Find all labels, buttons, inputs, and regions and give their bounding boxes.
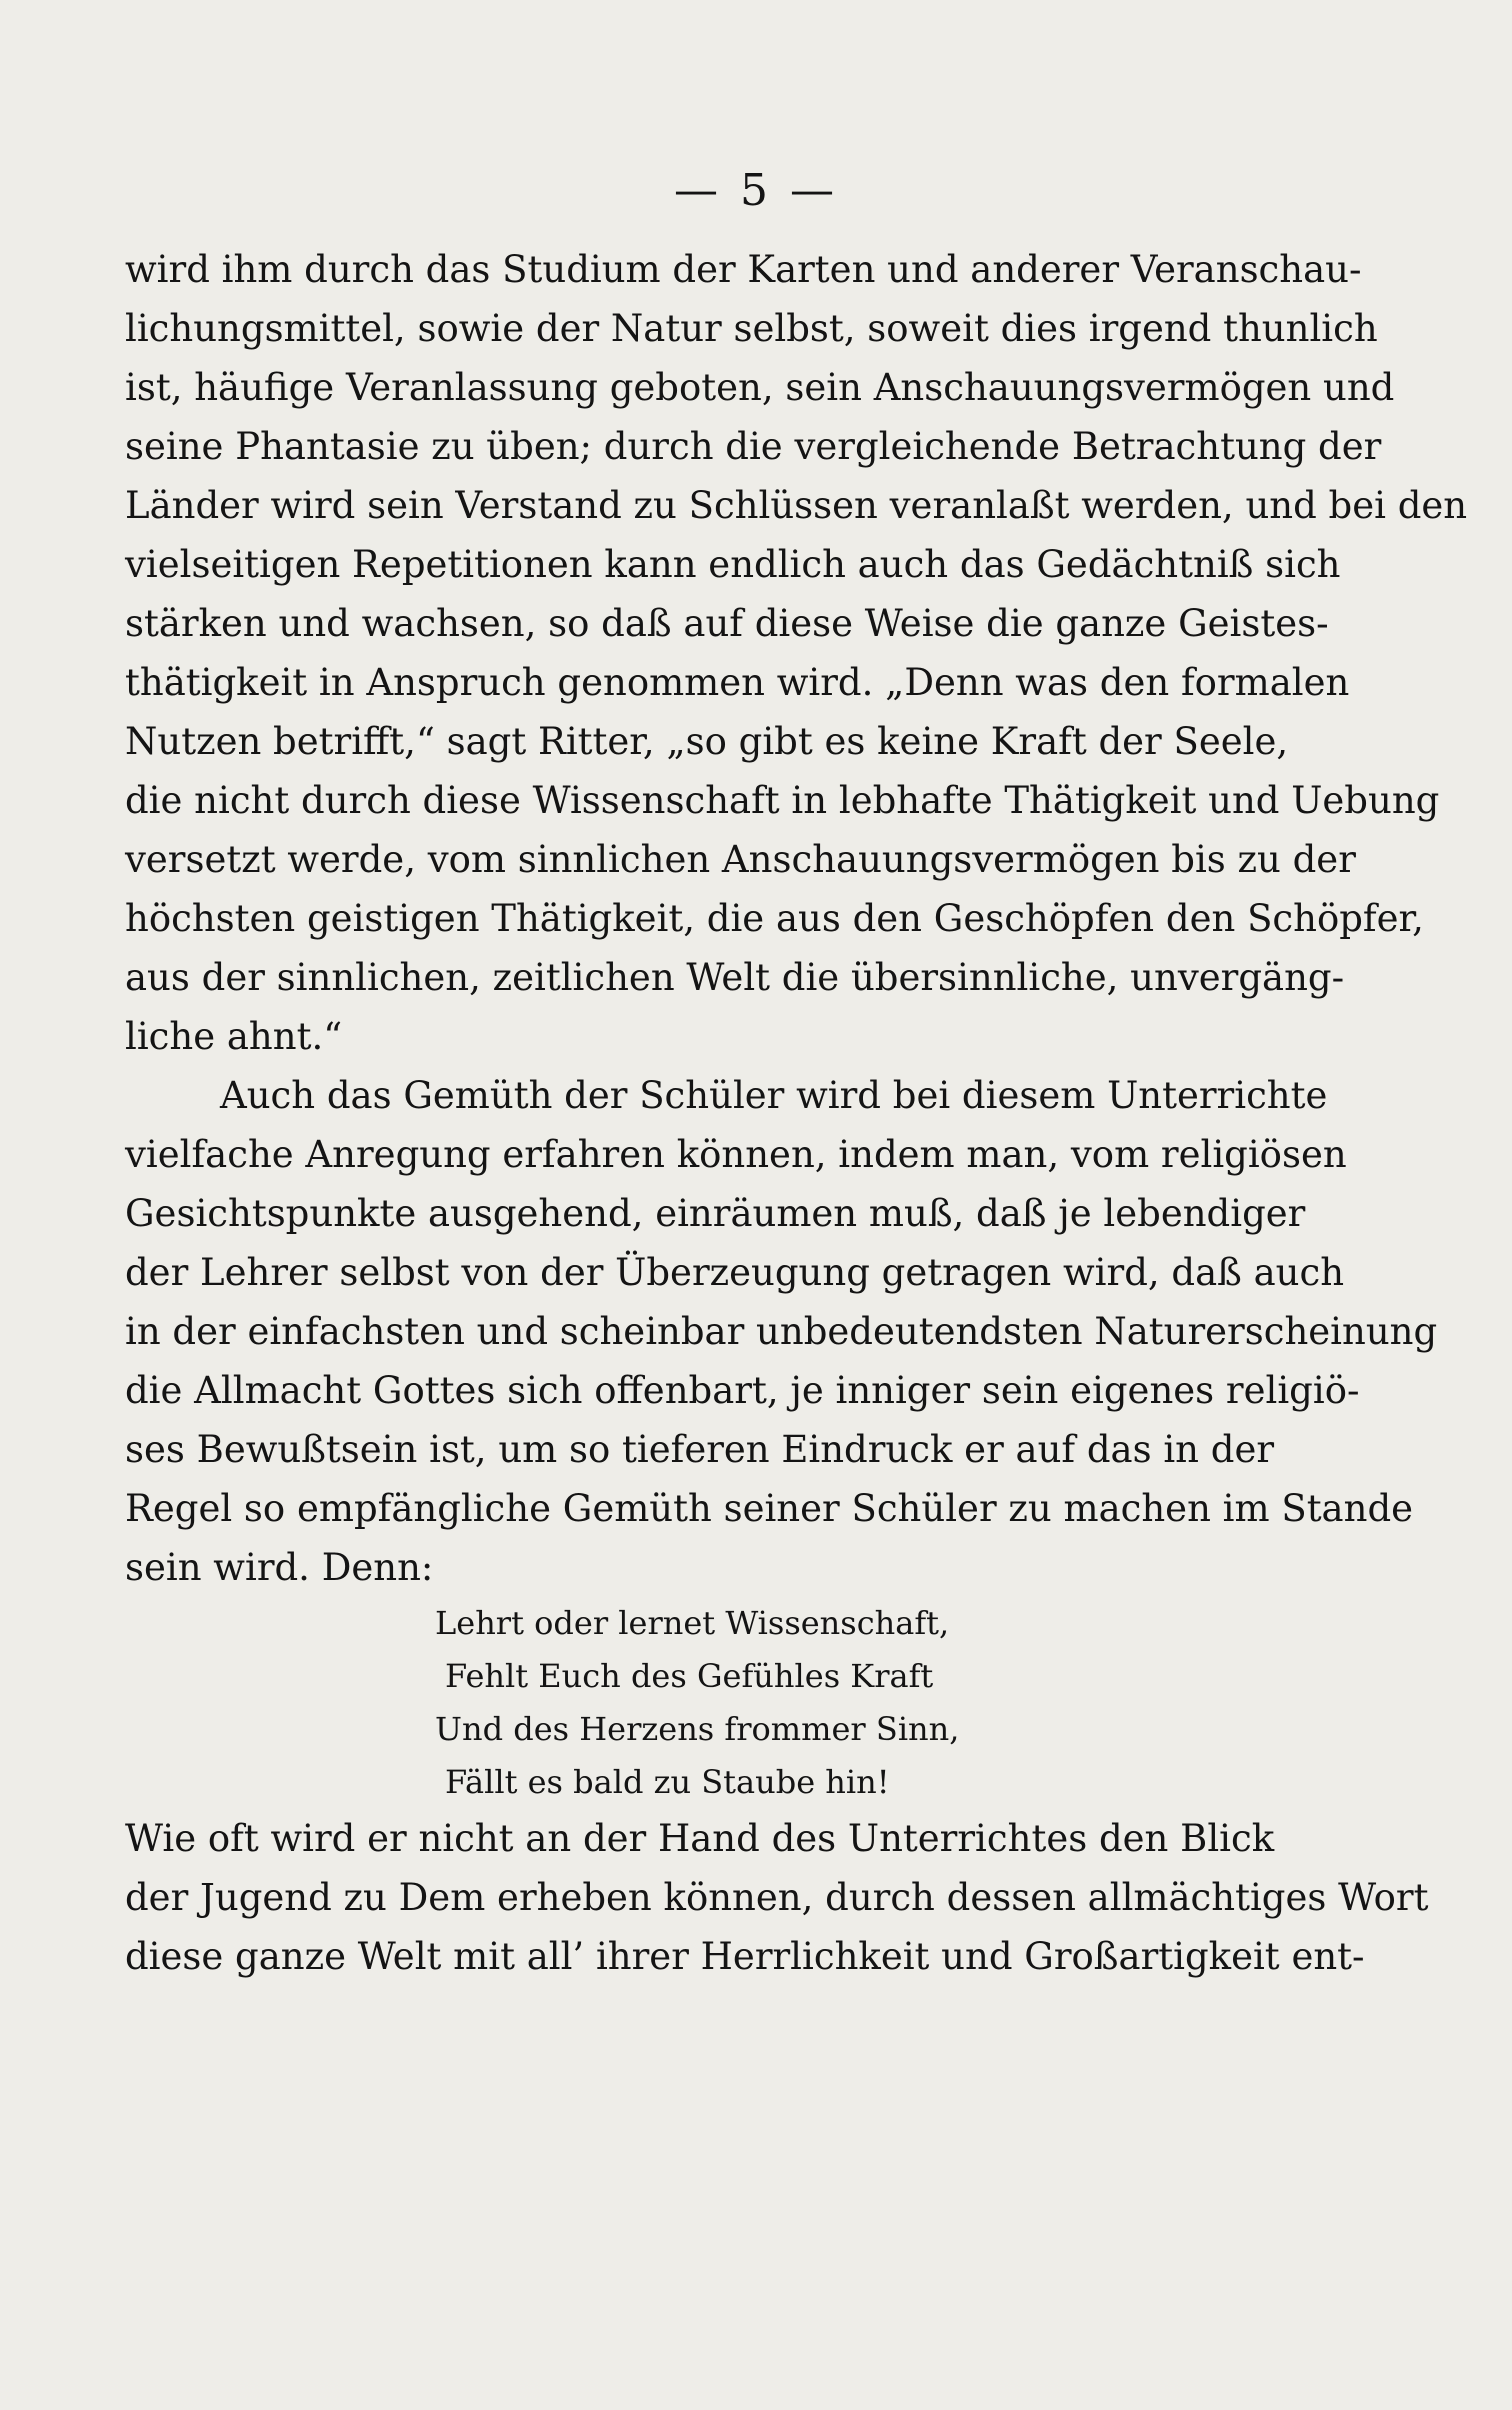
poem-quote [125,1597,1225,1809]
text-line: Regel so empfängliche Gemüth seiner Schüler zu machen im Stande [125,1487,1414,1530]
text-line: aus der sinnlichen, zeitlichen Welt die übersinnliche, unvergäng- [125,956,1345,999]
text-line: Auch das Gemüth der Schüler wird bei diesem Unterrichte [220,1074,1328,1117]
text-line: der Lehrer selbst von der Überzeugung getragen wird, daß auch [125,1251,1345,1294]
poem-line: Lehrt oder lernet Wissenschaft, [435,1604,950,1642]
text-line: die Allmacht Gottes sich offenbart, je inniger sein eigenes religiö- [125,1369,1360,1412]
text-line: Wie oft wird er nicht an der Hand des Unterrichtes den Blick [125,1817,1275,1860]
text-line: in der einfachsten und scheinbar unbedeutendsten Naturerscheinung [125,1310,1438,1353]
paragraph-1 [125,240,1468,1066]
text-line: liche ahnt.“ [125,1015,343,1058]
text-line: diese ganze Welt mit all’ ihrer Herrlichkeit und Großartigkeit ent- [125,1935,1365,1978]
text-line: lichungsmittel, sowie der Natur selbst, soweit dies irgend thunlich [125,307,1378,350]
text-line: höchsten geistigen Thätigkeit, die aus den Geschöpfen den Schöpfer, [125,897,1424,940]
text-line: wird ihm durch das Studium der Karten und anderer Veranschau- [125,248,1362,291]
text-line: vielfache Anregung erfahren können, indem man, vom religiösen [125,1133,1347,1176]
poem-line: Fällt es bald zu Staube hin! [445,1763,890,1801]
text-line: ses Bewußtsein ist, um so tieferen Eindruck er auf das in der [125,1428,1275,1471]
text-line: Gesichtspunkte ausgehend, einräumen muß, daß je lebendiger [125,1192,1306,1235]
text-line: der Jugend zu Dem erheben können, durch dessen allmächtiges Wort [125,1876,1429,1919]
text-line: die nicht durch diese Wissenschaft in lebhafte Thätigkeit und Uebung [125,779,1440,822]
text-line: versetzt werde, vom sinnlichen Anschauungsvermögen bis zu der [125,838,1356,881]
body-text [125,240,1468,1986]
text-line: ist, häufige Veranlassung geboten, sein Anschauungsvermögen und [125,366,1395,409]
poem-line: Fehlt Euch des Gefühles Kraft [445,1657,934,1695]
paragraph-2 [125,1066,1438,1597]
text-line: Länder wird sein Verstand zu Schlüssen veranlaßt werden, und bei den [125,484,1468,527]
paragraph-3 [125,1809,1429,1986]
text-line: thätigkeit in Anspruch genommen wird. „Denn was den formalen [125,661,1350,704]
poem-line: Und des Herzens frommer Sinn, [435,1710,960,1748]
text-line: Nutzen betrifft,“ sagt Ritter, „so gibt es keine Kraft der Seele, [125,720,1289,763]
text-line: vielseitigen Repetitionen kann endlich auch das Gedächtniß sich [125,543,1341,586]
text-line: seine Phantasie zu üben; durch die vergleichende Betrachtung der [125,425,1382,468]
text-line: stärken und wachsen, so daß auf diese Weise die ganze Geistes- [125,602,1329,645]
page-number: — 5 — [674,165,838,216]
text-line: sein wird. Denn: [125,1546,434,1589]
